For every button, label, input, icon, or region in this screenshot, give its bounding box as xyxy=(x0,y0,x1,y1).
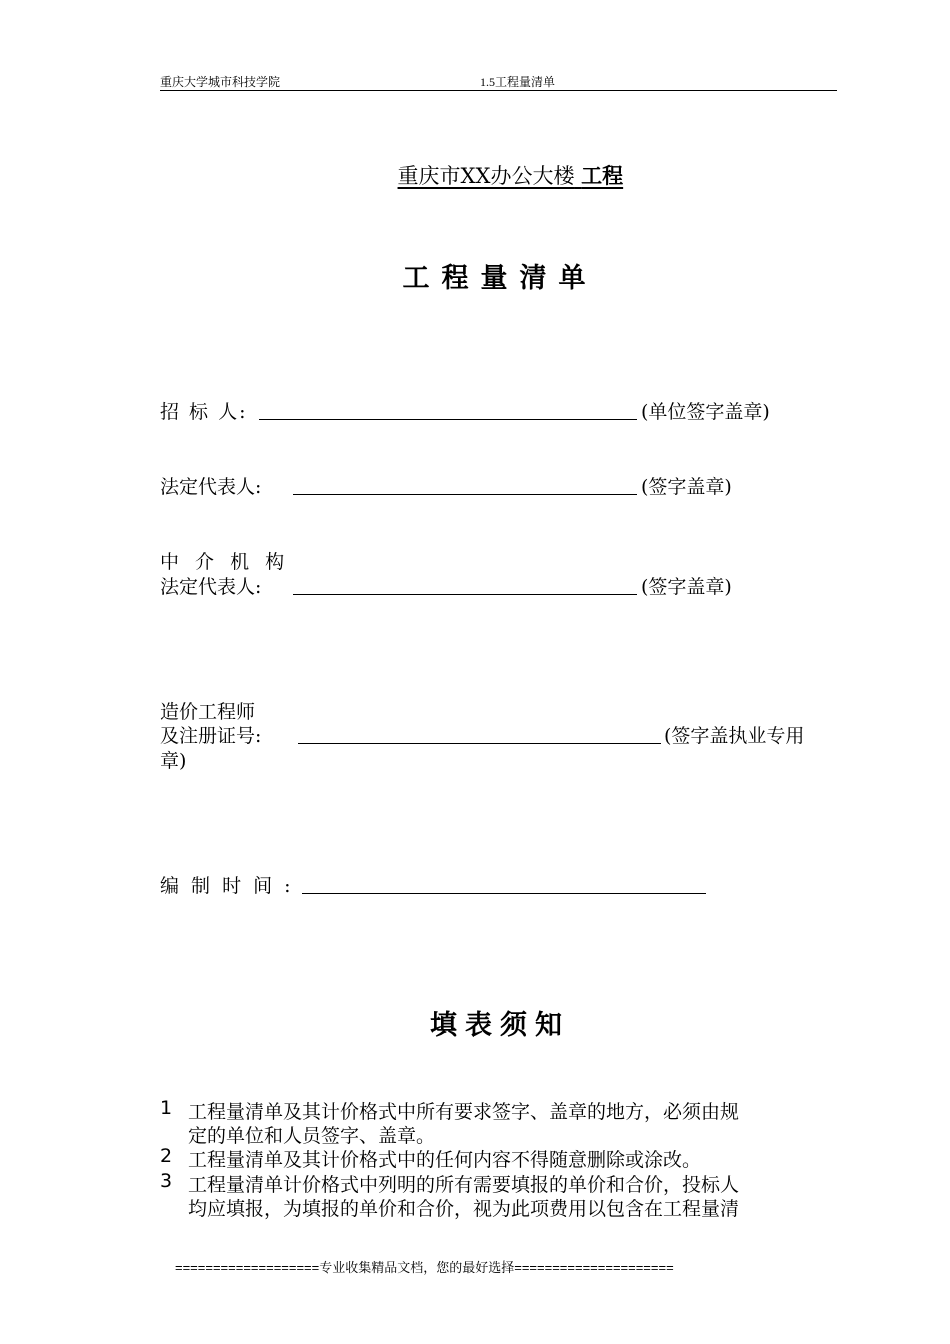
document-title: 工程量清单 xyxy=(402,263,598,294)
note-1-line-2: 定的单位和人员签字、盖章。 xyxy=(188,1125,436,1147)
engineer-label-1: 造价工程师 xyxy=(160,701,256,723)
note-1-line-1: 工程量清单及其计价格式中所有要求签字、盖章的地方，必须由规 xyxy=(188,1101,740,1123)
legal-rep-signature-line[interactable] xyxy=(293,494,637,495)
date-line[interactable] xyxy=(302,893,706,894)
engineer-note: (签字盖执业专用 xyxy=(664,725,805,747)
note-3-number: 3 xyxy=(160,1170,173,1192)
agency-label-2: 法定代表人: xyxy=(160,576,262,598)
note-3-line-1: 工程量清单计价格式中列明的所有需要填报的单价和合价，投标人 xyxy=(188,1174,740,1196)
engineer-signature-line[interactable] xyxy=(298,743,661,744)
note-3-line-2: 均应填报，为填报的单价和合价，视为此项费用以包含在工程量清 xyxy=(188,1198,740,1220)
legal-rep-label: 法定代表人: xyxy=(160,476,262,498)
note-2-number: 2 xyxy=(160,1145,173,1167)
notes-title: 填表须知 xyxy=(430,1010,570,1041)
header-school: 重庆大学城市科技学院 xyxy=(160,75,281,89)
tenderer-note: (单位签字盖章) xyxy=(641,401,770,423)
legal-rep-note: (签字盖章) xyxy=(641,476,732,498)
agency-signature-line[interactable] xyxy=(293,594,637,595)
project-name: 重庆市XX办公大楼 xyxy=(397,164,575,188)
project-title xyxy=(0,160,950,190)
project-suffix: 工程 xyxy=(581,163,624,188)
agency-label-1: 中 介 机 构 xyxy=(160,551,290,573)
header-rule xyxy=(160,90,837,91)
tenderer-signature-line[interactable] xyxy=(259,419,637,420)
date-label: 编 制 时 间 : xyxy=(160,875,294,897)
note-2-line-1: 工程量清单及其计价格式中的任何内容不得随意删除或涂改。 xyxy=(188,1149,702,1171)
header-section: 1.5工程量清单 xyxy=(480,75,556,89)
note-1-number: 1 xyxy=(160,1097,173,1119)
footer-banner: ===================专业收集精品文档，您的最好选择===================== xyxy=(175,1260,674,1275)
tenderer-label: 招 标 人: xyxy=(160,401,248,423)
engineer-label-2: 及注册证号: xyxy=(160,725,262,747)
engineer-note-wrap: 章) xyxy=(160,750,187,772)
agency-note: (签字盖章) xyxy=(641,576,732,598)
